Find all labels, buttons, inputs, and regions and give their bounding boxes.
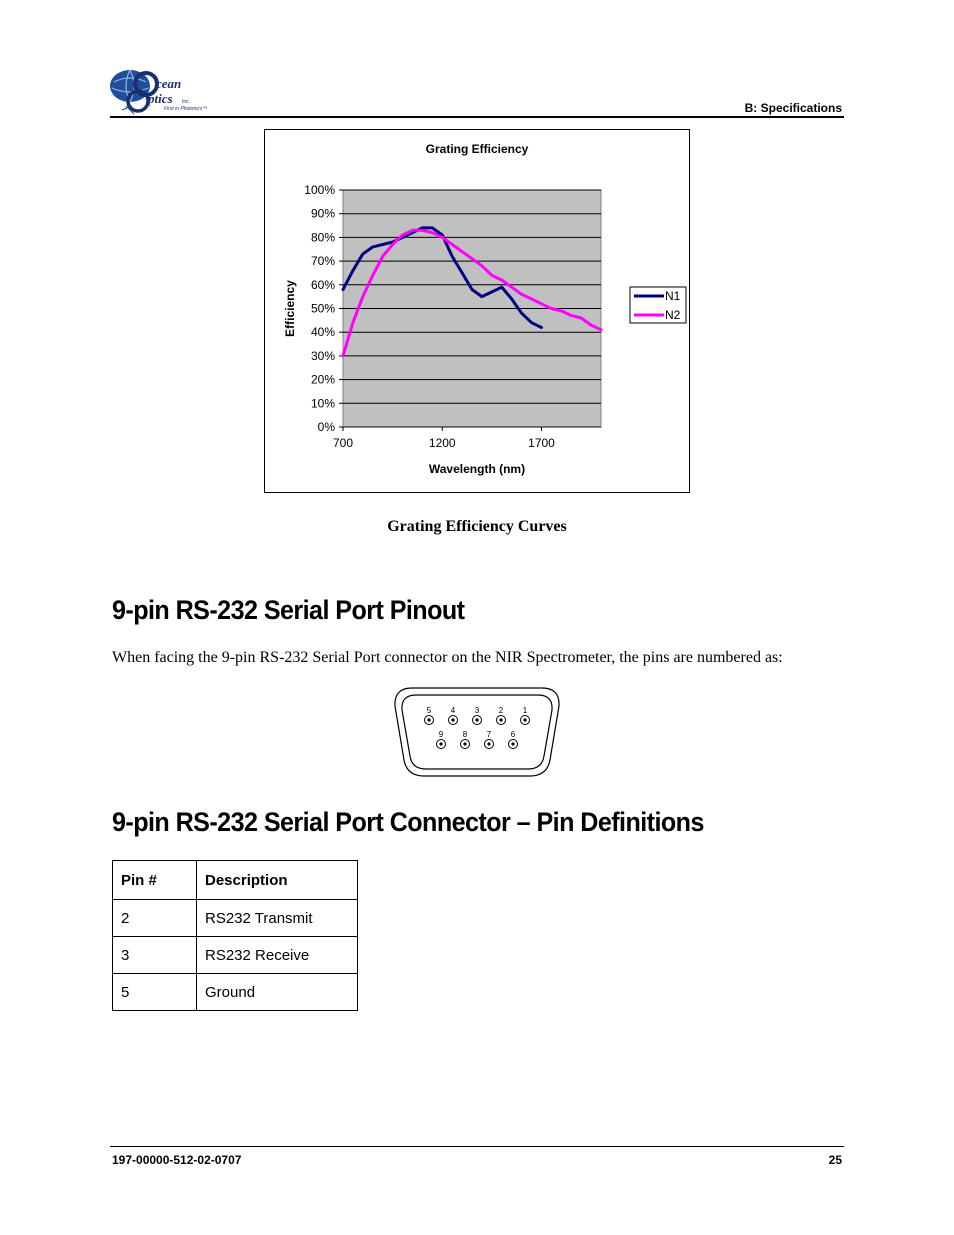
chart-title: Grating Efficiency — [425, 142, 529, 156]
cell-pin: 5 — [113, 974, 197, 1011]
header-pin: Pin # — [113, 861, 197, 900]
figure-caption: Grating Efficiency Curves — [387, 518, 567, 535]
y-tick-label: 60% — [310, 277, 335, 292]
table-row — [113, 900, 358, 937]
pin-number-label: 2 — [498, 706, 504, 715]
x-tick-label: 1200 — [428, 436, 456, 450]
grating-efficiency-chart — [264, 129, 690, 493]
pin-number-label: 9 — [438, 730, 444, 739]
y-tick-label: 0% — [317, 420, 335, 434]
cell-pin: 3 — [113, 937, 197, 974]
y-tick-label: 100% — [304, 183, 335, 197]
cell-pin: 2 — [113, 900, 197, 937]
pin-number-label: 8 — [462, 730, 468, 739]
pin-number-label: 6 — [510, 730, 516, 739]
heading-pinout: 9-pin RS-232 Serial Port Pinout — [112, 595, 465, 625]
connector-pin — [509, 730, 518, 749]
table-header-row — [113, 861, 358, 900]
connector-pin — [473, 706, 482, 725]
connector-pin — [521, 706, 530, 725]
logo-graphic — [108, 64, 228, 116]
connector-pin — [449, 706, 458, 725]
y-tick-label: 10% — [310, 396, 335, 411]
table-row — [113, 974, 358, 1011]
y-tick-label: 50% — [310, 301, 335, 316]
y-tick-label: 90% — [310, 206, 335, 221]
header-rule — [110, 116, 844, 118]
footer-page-number: 25 — [828, 1153, 842, 1167]
chart-svg — [265, 130, 689, 492]
pin-number-label: 7 — [486, 730, 492, 739]
y-tick-label: 30% — [310, 348, 335, 363]
cell-description: Ground — [197, 974, 358, 1011]
cell-description: RS232 Receive — [197, 937, 358, 974]
x-tick-label: 1700 — [528, 436, 555, 450]
legend-label-n1: N1 — [665, 289, 681, 303]
header-section-label: B: Specifications — [744, 101, 842, 115]
logo-text-line1: cean — [156, 76, 182, 91]
db9-connector-diagram — [392, 686, 562, 778]
connector-pin — [425, 706, 434, 725]
ocean-optics-logo — [108, 64, 228, 116]
y-tick-label: 40% — [310, 325, 335, 340]
y-axis-label: Efficiency — [283, 280, 297, 337]
pin-definitions-table — [112, 860, 358, 1011]
pin-number-label: 5 — [426, 706, 432, 715]
cell-description: RS232 Transmit — [197, 900, 358, 937]
logo-text-line2: ptics — [148, 91, 173, 106]
x-tick-label: 700 — [332, 436, 354, 450]
legend-label-n2: N2 — [665, 308, 681, 322]
y-tick-label: 80% — [310, 230, 335, 245]
footer-rule — [110, 1146, 844, 1147]
heading-pin-definitions: 9-pin RS-232 Serial Port Connector – Pin Definitions — [112, 807, 704, 837]
header-description: Description — [197, 861, 358, 900]
pin-number-label: 1 — [522, 706, 528, 715]
y-tick-label: 20% — [310, 372, 335, 387]
y-tick-label: 70% — [310, 254, 335, 269]
logo-inc: Inc. — [182, 99, 191, 105]
connector-pin — [461, 730, 470, 749]
logo-tagline: First in Photonics™ — [164, 106, 208, 112]
connector-outer-shell — [395, 688, 559, 776]
connector-pin — [485, 730, 494, 749]
x-axis-label: Wavelength (nm) — [428, 462, 526, 476]
connector-pin — [497, 706, 506, 725]
pin-number-label: 3 — [474, 706, 480, 715]
connector-svg — [392, 686, 562, 778]
connector-pin — [437, 730, 446, 749]
footer-doc-number: 197-00000-512-02-0707 — [112, 1153, 242, 1167]
pin-number-label: 4 — [450, 706, 456, 715]
table-row — [113, 937, 358, 974]
pinout-intro-text: When facing the 9-pin RS-232 Serial Port connector on the NIR Spectrometer, the pins are numbered as: — [112, 649, 783, 666]
